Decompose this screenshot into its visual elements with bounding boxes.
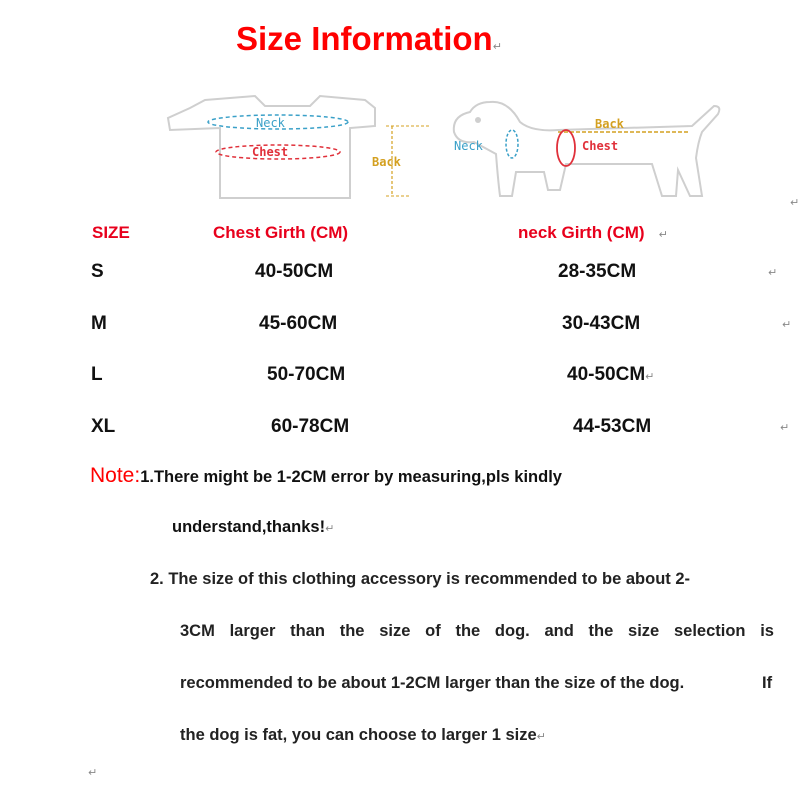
- return-mark-icon: ↵: [768, 267, 778, 279]
- note-item-1-line-1: 1.There might be 1-2CM error by measuring,pls kindly: [140, 468, 562, 486]
- neck-cell-l-text: 40-50CM: [567, 364, 646, 385]
- note-item-2-line-3b: If: [762, 674, 773, 692]
- chest-cell-l: 50-70CM: [267, 364, 346, 385]
- return-mark-icon: ↵: [658, 229, 668, 241]
- header-chest-girth: Chest Girth (CM): [213, 223, 349, 242]
- note-line-2: [172, 518, 334, 537]
- return-mark-icon: ↵: [790, 197, 800, 209]
- dog-chest-label: Chest: [582, 139, 619, 153]
- note-line-1: [90, 464, 562, 488]
- size-cell-s: S: [91, 261, 104, 282]
- neck-cell-s: 28-35CM: [558, 261, 637, 282]
- size-cell-l: L: [91, 364, 103, 385]
- note-item-2-line-1: 2. The size of this clothing accessory is recommended to be about 2-: [150, 570, 691, 588]
- shirt-back-label: Back: [372, 155, 401, 169]
- neck-cell-xl: 44-53CM: [573, 416, 652, 437]
- note-item-2-line-4: the dog is fat, you can choose to larger 1 size: [180, 726, 537, 744]
- return-mark-icon: ↵: [536, 731, 546, 743]
- dog-neck-label: Neck: [454, 139, 483, 153]
- neck-cell-m: 30-43CM: [562, 313, 641, 334]
- page-title: [236, 20, 502, 58]
- shirt-diagram: [160, 88, 430, 203]
- note-item-2-line-2: 3CM larger than the size of the dog. and the size selection is: [180, 622, 774, 640]
- chest-cell-m: 45-60CM: [259, 313, 338, 334]
- shirt-neck-label: Neck: [256, 116, 285, 130]
- neck-cell-l: [567, 364, 654, 386]
- note-item-2-line-3: recommended to be about 1-2CM larger than the size of the dog.: [180, 674, 685, 692]
- shirt-chest-label: Chest: [252, 145, 289, 159]
- return-mark-icon: ↵: [88, 767, 98, 779]
- dog-diagram: [440, 92, 730, 202]
- size-cell-m: M: [91, 313, 107, 334]
- return-mark-icon: ↵: [780, 422, 790, 434]
- header-size: SIZE: [92, 223, 130, 242]
- header-neck-girth: [518, 223, 668, 243]
- size-cell-xl: XL: [91, 416, 116, 437]
- return-mark-icon: ↵: [492, 41, 502, 53]
- return-mark-icon: ↵: [325, 523, 335, 535]
- dog-back-label: Back: [595, 117, 624, 131]
- return-mark-icon: ↵: [782, 319, 792, 331]
- title-text: Size Information: [236, 20, 493, 57]
- header-neck-girth-text: neck Girth (CM): [518, 223, 645, 242]
- note-line-4: [180, 726, 546, 745]
- dog-eye: [475, 117, 481, 123]
- return-mark-icon: ↵: [645, 371, 655, 383]
- chest-cell-xl: 60-78CM: [271, 416, 350, 437]
- note-item-1-line-2: understand,thanks!: [172, 518, 326, 536]
- chest-cell-s: 40-50CM: [255, 261, 334, 282]
- note-label: Note:: [90, 464, 141, 487]
